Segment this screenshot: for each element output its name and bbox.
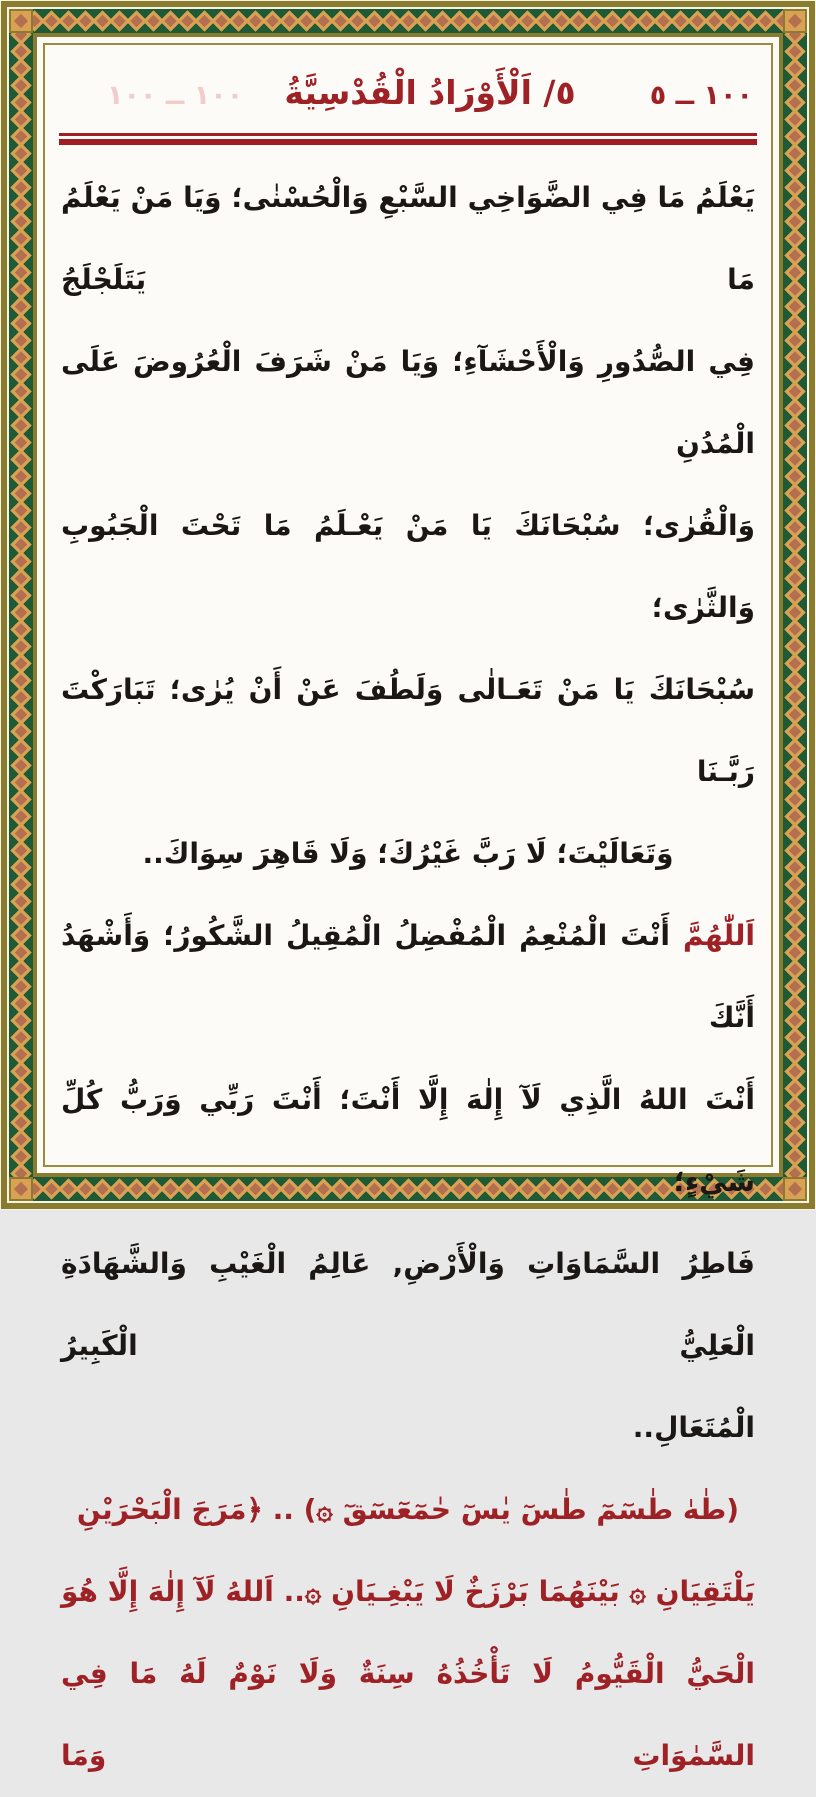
- quran-line: يَلْتَقِيَانِ ۞ بَيْنَهُمَا بَرْزَخٌ لَا يَبْغِـيَانِ ۞.. اَللهُ لَآ إِلٰهَ إِلَّا هُوَ: [61, 1575, 755, 1608]
- body-line: سُبْحَانَكَ يَا مَنْ تَعَـالٰى وَلَطُفَ عَنْ أَنْ يُرٰى؛ تَبَارَكْتَ رَبَّـنَا: [61, 673, 755, 788]
- page-title: ٥/ اَلْأَوْرَادُ الْقُدْسِيَّةُ: [284, 73, 576, 112]
- page-marker: ١٠٠ ــ ٥: [649, 80, 753, 111]
- allahumma-lead-word: اَللّٰهُمَّ: [683, 919, 756, 952]
- body-line: فِي الصُّدُورِ وَالْأَحْشَآءِ؛ وَيَا مَنْ شَرَفَ الْعُرُوضَ عَلَى الْمُدُنِ: [61, 345, 755, 460]
- page-header: [59, 73, 757, 121]
- border-ornament-left: [9, 9, 33, 1201]
- border-corner-top-left: [9, 9, 33, 33]
- body-line: فَاطِرُ السَّمَاوَاتِ وَالْأَرْضِ, عَالِمُ الْغَيْبِ وَالشَّهَادَةِ الْعَلِيُّ الْكَبِيرُ: [61, 1247, 755, 1362]
- body-line: وَالْقُرٰى؛ سُبْحَانَكَ يَا مَنْ يَعْـلَمُ مَا تَحْتَ الْجَبُوبِ وَالثَّرٰى؛: [61, 509, 755, 624]
- inner-thin-frame: [43, 43, 773, 1772]
- faint-page-marker: ١٠٠ ــ ١٠٠: [107, 80, 244, 111]
- body-line: [59, 895, 757, 1059]
- border-ornament-top: [9, 9, 807, 33]
- body-line-text: أَنْتَ الْمُنْعِمُ الْمُفْضِلُ الْمُقِيلُ الشَّكُورُ؛ وَأَشْهَدُ أَنَّكَ: [61, 919, 755, 1034]
- outer-olive-frame: [1, 1, 815, 1772]
- quran-line: الْحَيُّ الْقَيُّومُ لَا تَأْخُذُهُ سِنَةٌ وَلَا نَوْمٌ لَهُ مَا فِي السَّمٰوَاتِ وَمَا: [61, 1657, 755, 1772]
- border-corner-top-right: [783, 9, 807, 33]
- header-double-rule: [59, 133, 757, 145]
- border-corner-bottom-left: [9, 1177, 33, 1201]
- body-line: أَنْتَ اللهُ الَّذِي لَآ إِلٰهَ إِلَّا أَنْتَ؛ أَنْتَ رَبِّي وَرَبُّ كُلِّ شَيْءٍ؛: [61, 1083, 755, 1198]
- rule-thin-line: [59, 133, 757, 136]
- body-line: وَتَعَالَيْتَ؛ لَا رَبَّ غَيْرُكَ؛ وَلَا قَاهِرَ سِوَاكَ..: [142, 837, 674, 870]
- border-ornament-right: [783, 9, 807, 1201]
- border-corner-bottom-right: [783, 1177, 807, 1201]
- ornamental-green-band: [7, 7, 809, 1772]
- rule-thick-line: [59, 139, 757, 145]
- inner-gold-frame: [33, 33, 783, 1772]
- quran-line: (طٰهٰ طٰسٓمٓ طٰسٓ يٰسٓ حٰمٓعٓسٓقٓ ۞) .. ﴿مَرَجَ الْبَحْرَيْنِ: [76, 1493, 740, 1526]
- prayer-text-body: [59, 157, 757, 1797]
- body-line: يَعْلَمُ مَا فِي الضَّوَاخِي السَّبْعِ وَالْحُسْنٰى؛ وَيَا مَنْ يَعْلَمُ مَا يَتَلَجْلَجُ: [61, 181, 755, 296]
- body-line: الْمُتَعَالِ..: [632, 1411, 755, 1444]
- page-content: [45, 45, 771, 1772]
